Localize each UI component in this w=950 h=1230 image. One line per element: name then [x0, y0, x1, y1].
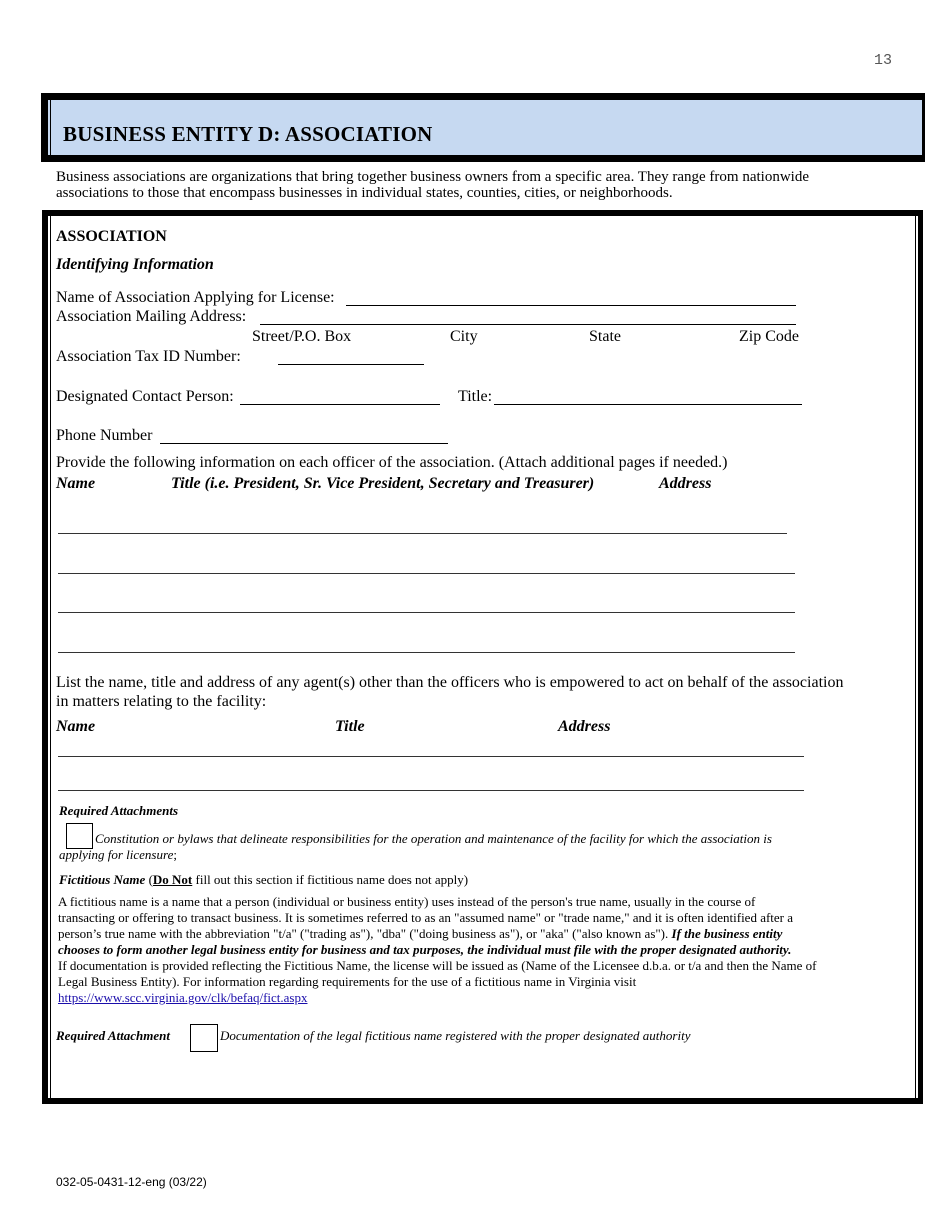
- fictitious-do-not: Do Not: [152, 872, 193, 887]
- contact-person-field[interactable]: [240, 404, 440, 405]
- address-zip-label: Zip Code: [739, 328, 799, 345]
- fictitious-rest: fill out this section if fictitious name does not apply): [192, 872, 469, 887]
- address-state-label: State: [589, 328, 621, 345]
- page-number: 13: [874, 52, 893, 69]
- officers-col-title: Title (i.e. President, Sr. Vice President, Secretary and Treasurer): [171, 475, 595, 492]
- fictitious-paragraph-line4: chooses to form another legal business entity for business and tax purposes, the individual must file with the proper designated authority.: [58, 942, 792, 957]
- bylaws-item-end: ;: [173, 847, 177, 862]
- officers-col-address: Address: [659, 475, 712, 492]
- agents-col-name: Name: [56, 718, 96, 735]
- agent-row-line[interactable]: [58, 790, 804, 791]
- fictitious-line3-emphasis: If the business entity: [671, 926, 783, 941]
- fictitious-heading: [59, 872, 468, 888]
- mailing-address-field[interactable]: [260, 324, 796, 325]
- fictitious-paragraph-line1: A fictitious name is a name that a person (individual or business entity) uses instead of the person's true name, usually in the course of: [58, 894, 756, 909]
- required-attachment-item: Documentation of the legal fictitious name registered with the proper designated authority: [220, 1028, 691, 1043]
- section-subtitle: Identifying Information: [56, 256, 214, 273]
- intro-paragraph: Business associations are organizations that bring together business owners from a specific area. They range from nationwide associations to those that encompass businesses in individual states, counties, cities, or neighborhoods.: [56, 169, 809, 201]
- fictitious-paragraph-line2: transacting or offering to transact business. It is sometimes referred to as an "assumed name" or "trade name," and it is often identified after a: [58, 910, 794, 925]
- fictitious-name-link[interactable]: https://www.scc.virginia.gov/clk/befaq/fict.aspx: [58, 990, 308, 1005]
- phone-field[interactable]: [160, 443, 448, 444]
- agents-col-title: Title: [335, 718, 365, 735]
- address-street-label: Street/P.O. Box: [252, 328, 352, 345]
- bylaws-item-line1: Constitution or bylaws that delineate responsibilities for the operation and maintenance of the facility for which the association is: [95, 831, 772, 846]
- fictitious-open-paren: (: [145, 872, 153, 887]
- required-attachment-label: Required Attachment: [56, 1028, 170, 1043]
- contact-person-label: Designated Contact Person:: [56, 388, 234, 405]
- contact-title-label: Title:: [458, 388, 493, 405]
- agent-row-line[interactable]: [58, 756, 804, 757]
- required-attachments-title: Required Attachments: [59, 803, 179, 818]
- section-title: ASSOCIATION: [56, 228, 167, 245]
- officer-row-line[interactable]: [58, 612, 795, 613]
- contact-title-field[interactable]: [494, 404, 802, 405]
- agents-col-address: Address: [558, 718, 611, 735]
- fictitious-paragraph-line3: [58, 926, 782, 942]
- agents-instruction-line2: in matters relating to the facility:: [56, 693, 267, 710]
- fictitious-doc-checkbox[interactable]: [190, 1024, 218, 1052]
- officer-row-line[interactable]: [58, 573, 795, 574]
- fictitious-line3-text: person’s true name with the abbreviation "t/a" ("trading as"), "dba" ("doing business as"), or "aka" ("also known as").: [58, 926, 672, 941]
- bylaws-checkbox[interactable]: [66, 823, 93, 849]
- fictitious-paragraph-line5: If documentation is provided reflecting the Fictitious Name, the license will be issued as (Name of the Licensee d.b.a. or t/a and then the Name of: [58, 958, 817, 973]
- form-number: 032-05-0431-12-eng (03/22): [56, 1175, 207, 1189]
- officer-row-line[interactable]: [58, 652, 795, 653]
- tax-id-field[interactable]: [278, 364, 424, 365]
- association-name-label: Name of Association Applying for License:: [56, 289, 335, 306]
- fictitious-paragraph-line6: Legal Business Entity). For information regarding requirements for the use of a fictitious name in Virginia visit: [58, 974, 637, 989]
- bylaws-item-line2-text: applying for licensure: [59, 847, 174, 862]
- page-title: BUSINESS ENTITY D: ASSOCIATION: [63, 122, 433, 146]
- section-header: [41, 93, 925, 162]
- bylaws-item-line2: [59, 847, 177, 863]
- officers-col-name: Name: [56, 475, 96, 492]
- tax-id-label: Association Tax ID Number:: [56, 348, 241, 365]
- address-city-label: City: [450, 328, 478, 345]
- phone-label: Phone Number: [56, 427, 153, 444]
- agents-instruction-line1: List the name, title and address of any agent(s) other than the officers who is empowered to act on behalf of the association: [56, 674, 844, 691]
- mailing-address-label: Association Mailing Address:: [56, 308, 247, 325]
- officer-row-line[interactable]: [58, 533, 787, 534]
- fictitious-title: Fictitious Name: [59, 872, 146, 887]
- officers-instruction: Provide the following information on each officer of the association. (Attach additional pages if needed.): [56, 454, 728, 471]
- association-name-field[interactable]: [346, 305, 796, 306]
